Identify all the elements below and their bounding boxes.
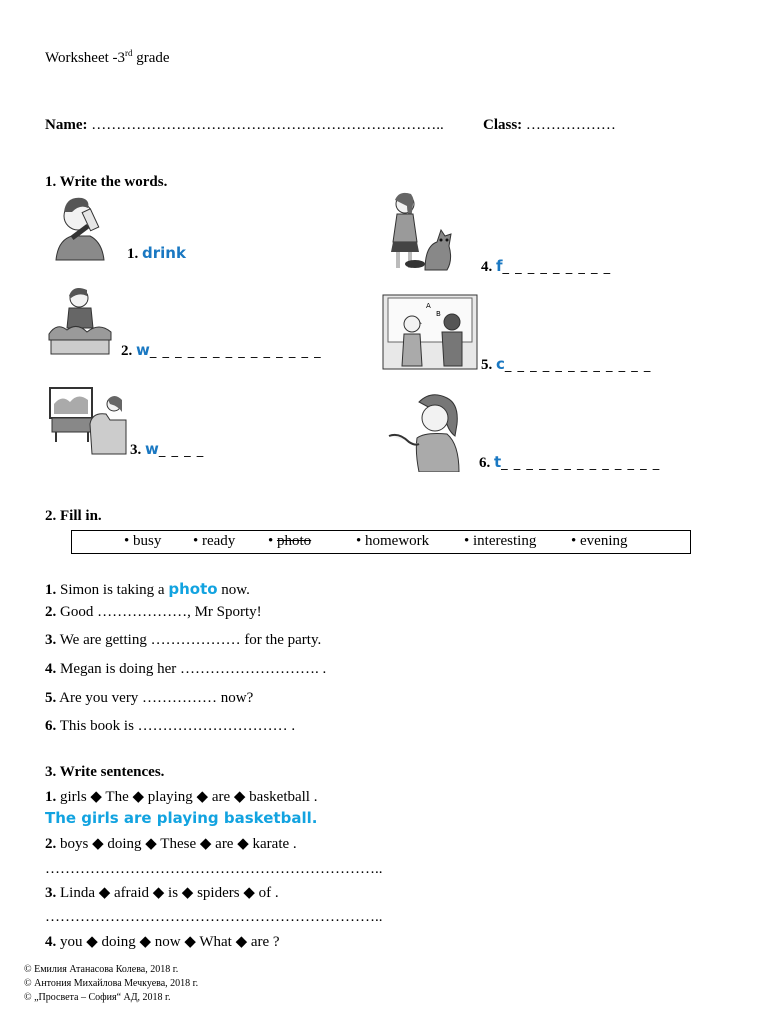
write-item-4: 4. f_ _ _ _ _ _ _ _ _ xyxy=(481,257,612,275)
class-dots: ……………… xyxy=(525,117,616,133)
girl-watching-tv-illustration xyxy=(48,384,128,456)
class-line xyxy=(483,117,616,134)
scrambled-sentence-1: 1. girls ◆ The ◆ playing ◆ are ◆ basketball . xyxy=(45,789,318,805)
name-label: Name: xyxy=(45,117,88,133)
svg-text:A: A xyxy=(426,302,431,310)
answer-sentence-1: The girls are playing basketball. xyxy=(45,809,318,827)
write-item-5: 5. c_ _ _ _ _ _ _ _ _ _ _ _ xyxy=(481,355,652,373)
children-at-board-illustration xyxy=(382,294,478,370)
write-item-6: 6. t_ _ _ _ _ _ _ _ _ _ _ _ _ xyxy=(479,453,661,471)
write-item-2: 2. w_ _ _ _ _ _ _ _ _ _ _ _ _ _ xyxy=(121,341,322,359)
worksheet-title: Worksheet -3rd grade xyxy=(45,48,170,66)
word-ready: • ready xyxy=(193,533,236,549)
name-line xyxy=(45,117,444,134)
word-photo: • photo xyxy=(268,533,312,549)
girl-talking-illustration xyxy=(385,392,471,472)
scrambled-sentence-4: 4. you ◆ doing ◆ now ◆ What ◆ are ? xyxy=(45,934,280,950)
word-bank-box xyxy=(71,530,691,554)
word-busy: • busy xyxy=(124,533,162,549)
section2-heading: 2. Fill in. xyxy=(45,508,102,524)
scrambled-sentence-3: 3. Linda ◆ afraid ◆ is ◆ spiders ◆ of . xyxy=(45,885,279,901)
answer-line-3: ………………………………………………………….. xyxy=(45,909,383,925)
kid-watering-flowers-illustration xyxy=(47,284,113,356)
write-item-1: 1. drink xyxy=(127,244,186,262)
word-evening: • evening xyxy=(571,533,628,549)
svg-text:B: B xyxy=(436,310,441,318)
boy-drinking-illustration xyxy=(50,192,120,262)
answer-line-2: ………………………………………………………….. xyxy=(45,861,383,877)
copyright-line-3: © „Просвета – София“ АД, 2018 г. xyxy=(24,992,171,1003)
girl-feeding-cat-illustration xyxy=(381,190,455,274)
fill-sentence-2: 2. Good ………………, Mr Sporty! xyxy=(45,604,262,620)
fill-sentence-5: 5. Are you very …………… now? xyxy=(45,690,254,706)
answer-drink: drink xyxy=(142,244,186,262)
name-dots: …………………………………………………………….. xyxy=(91,117,444,133)
section3-heading: 3. Write sentences. xyxy=(45,764,165,780)
section1-heading: 1. Write the words. xyxy=(45,174,168,190)
fill-sentence-6: 6. This book is ………………………… . xyxy=(45,718,296,734)
write-item-3: 3. w_ _ _ _ xyxy=(130,440,205,458)
copyright-line-1: © Емилия Атанасова Колева, 2018 г. xyxy=(24,964,179,975)
fill-sentence-3: 3. We are getting ……………… for the party. xyxy=(45,632,322,648)
scrambled-sentence-2: 2. boys ◆ doing ◆ These ◆ are ◆ karate . xyxy=(45,836,297,852)
answer-photo: photo xyxy=(168,580,218,598)
class-label: Class: xyxy=(483,117,523,133)
fill-sentence-1: 1. Simon is taking a photo now. xyxy=(45,580,250,598)
word-interesting: • interesting xyxy=(464,533,537,549)
word-homework: • homework xyxy=(356,533,430,549)
copyright-line-2: © Антония Михайлова Мечкуева, 2018 г. xyxy=(24,978,199,989)
fill-sentence-4: 4. Megan is doing her ………………………. . xyxy=(45,661,327,677)
